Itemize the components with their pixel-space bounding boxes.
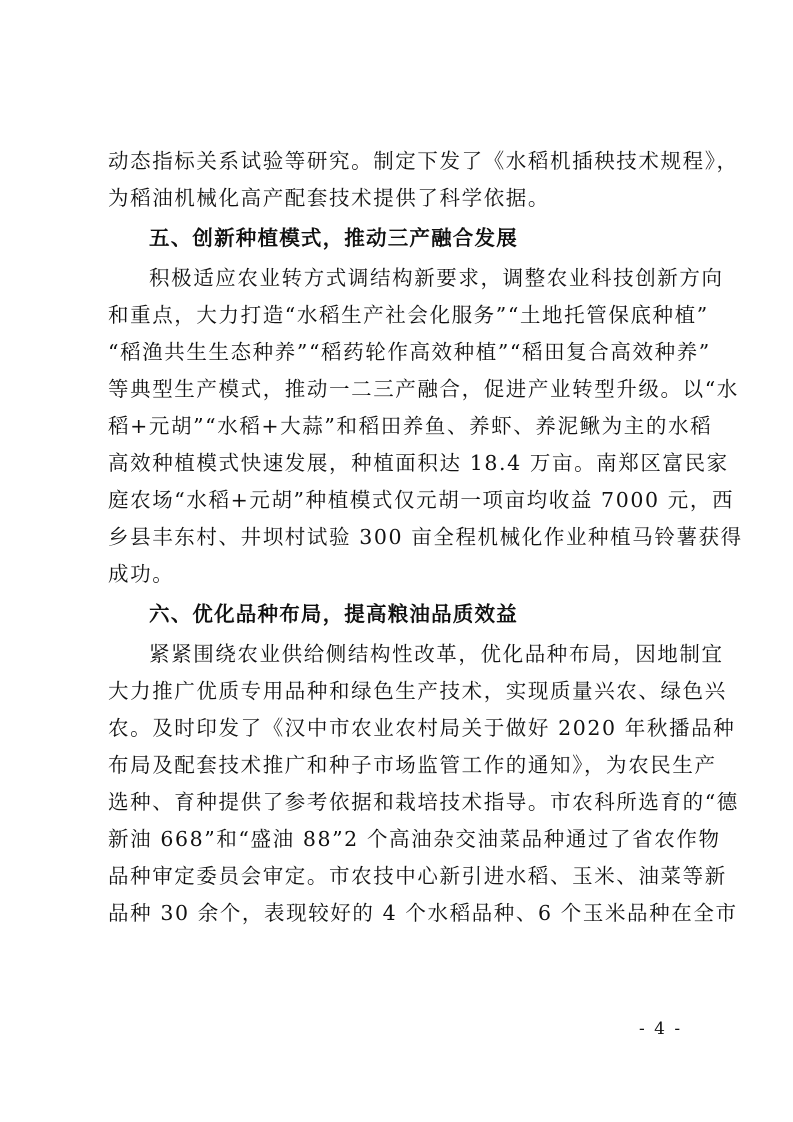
paragraph-line: 稻+元胡”“水稻+大蒜”和稻田养鱼、养虾、养泥鳅为主的水稻 (108, 414, 713, 438)
paragraph-line: 品种审定委员会审定。市农技中心新引进水稻、玉米、油菜等新 (108, 864, 727, 888)
paragraph-line: 选种、育种提供了参考依据和栽培技术指导。市农科所选育的“德 (108, 790, 739, 814)
paragraph-line: 品种 30 余个，表现较好的 4 个水稻品种、6 个玉米品种在全市 (108, 901, 738, 925)
paragraph-line: 积极适应农业转方式调结构新要求，调整农业科技创新方向 (149, 266, 724, 290)
paragraph-line: 成功。 (108, 562, 175, 586)
paragraph-line: 乡县丰东村、井坝村试验 300 亩全程机械化作业种植马铃薯获得 (108, 525, 743, 549)
paragraph-line: 和重点，大力打造“水稻生产社会化服务”“土地托管保底种植” (108, 303, 709, 327)
paragraph-line: 高效种植模式快速发展，种植面积达 18.4 万亩。南郑区富民家 (108, 451, 729, 475)
page-number: - 4 - (639, 1019, 683, 1039)
paragraph-line: 等典型生产模式，推动一二三产融合，促进产业转型升级。以“水 (108, 377, 739, 401)
paragraph-line: “稻渔共生生态种养”“稻药轮作高效种植”“稻田复合高效种养” (108, 340, 711, 364)
section-heading-6: 六、优化品种布局，提高粮油品质效益 (149, 602, 518, 626)
paragraph-line: 新油 668”和“盛油 88”2 个高油杂交油菜品种通过了省农作物 (108, 827, 721, 851)
paragraph-line: 动态指标关系试验等研究。制定下发了《水稻机插秧技术规程》， (108, 149, 739, 173)
body-text (108, 143, 743, 932)
paragraph-line: 大力推广优质专用品种和绿色生产技术，实现质量兴农、绿色兴 (108, 679, 727, 703)
paragraph-line: 庭农场“水稻+元胡”种植模式仅元胡一项亩均收益 7000 元，西 (108, 488, 735, 512)
section-heading-5: 五、创新种植模式，推动三产融合发展 (149, 226, 518, 250)
paragraph-line: 紧紧围绕农业供给侧结构性改革，优化品种布局，因地制宜 (149, 642, 724, 666)
paragraph-line: 农。及时印发了《汉中市农业农村局关于做好 2020 年秋播品种 (108, 716, 736, 740)
paragraph-line: 为稻油机械化高产配套技术提供了科学依据。 (108, 186, 550, 210)
paragraph-line: 布局及配套技术推广和种子市场监管工作的通知》，为农民生产 (108, 753, 717, 777)
